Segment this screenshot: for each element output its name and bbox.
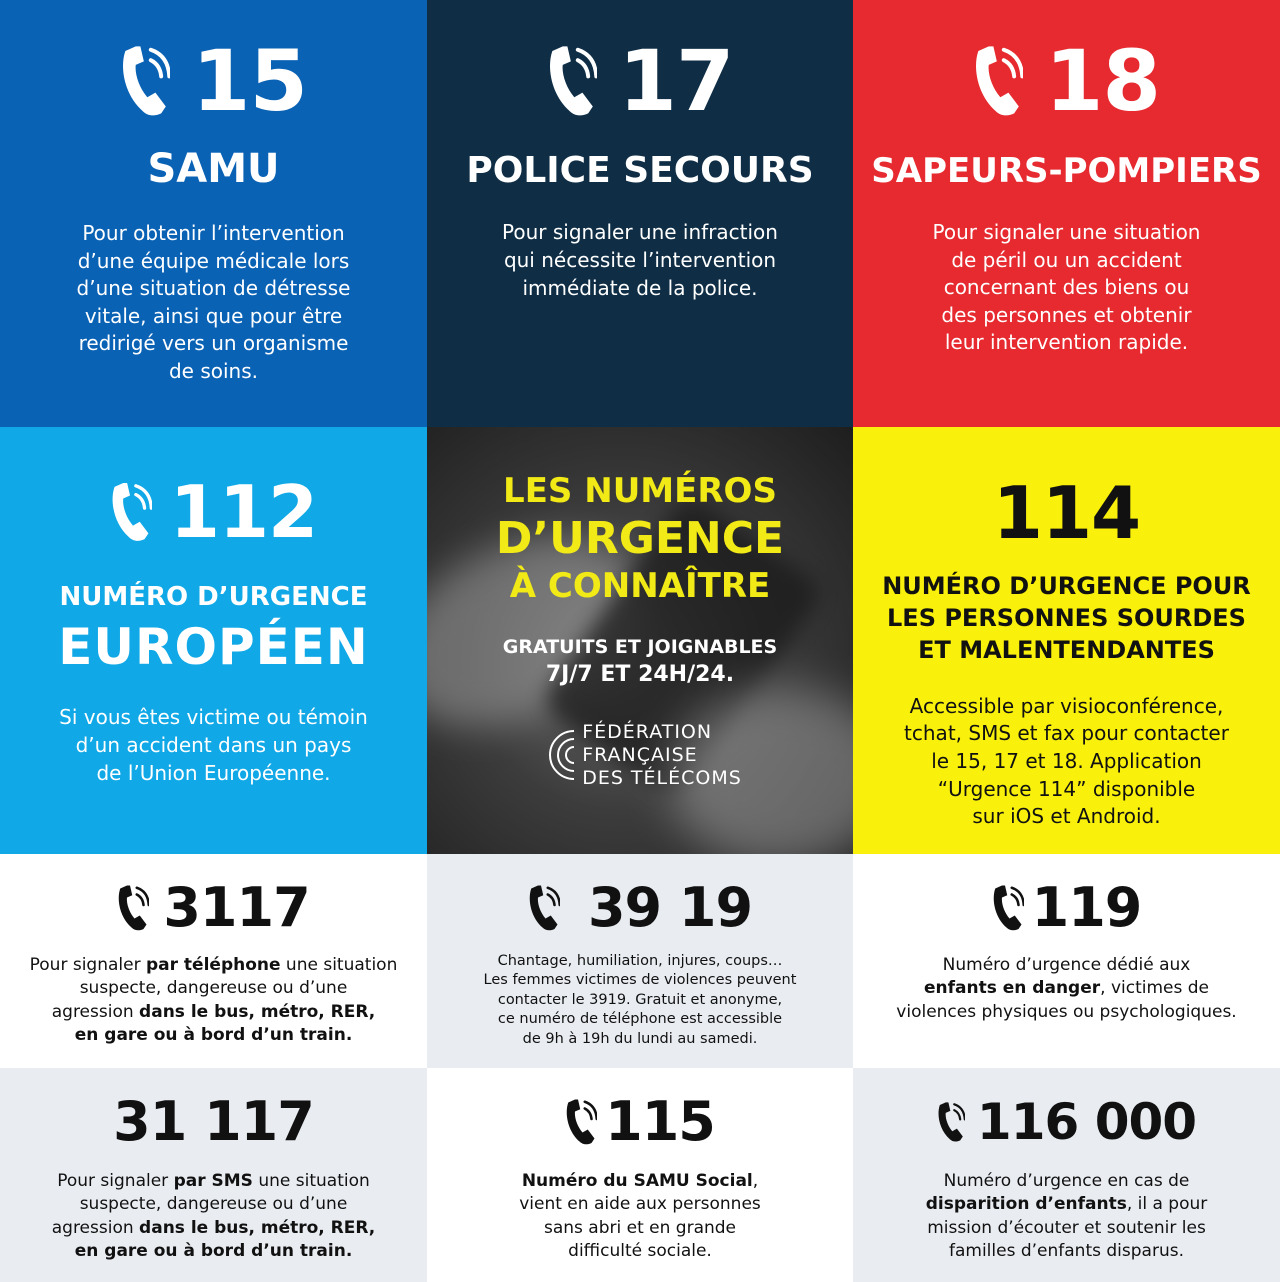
tile-116000 (853, 1068, 1280, 1282)
phone-icon (937, 1101, 965, 1143)
fft-logo: FÉDÉRATION FRANÇAISE DES TÉLÉCOMS (427, 721, 853, 789)
center-subtitle: GRATUITS ET JOIGNABLES 7J/7 ET 24H/24. (502, 635, 778, 688)
title-europe-small: NUMÉRO D’URGENCE (59, 582, 368, 612)
number-115[interactable]: 115 (605, 1090, 715, 1153)
phone-icon (528, 884, 560, 932)
tile-samu (0, 0, 427, 427)
tile-pompiers (853, 0, 1280, 427)
number-116000[interactable]: 116 000 (976, 1093, 1197, 1151)
title-pompiers: SAPEURS-POMPIERS (871, 151, 1262, 191)
tile-europe (0, 427, 427, 854)
title-police: POLICE SECOURS (466, 150, 814, 191)
desc-116000: Numéro d’urgence en cas de disparition d’enfants, il a pour mission d’écouter et soutenir les familles d’enfants disparus. (925, 1171, 1208, 1262)
tile-3117 (0, 854, 427, 1068)
fft-logo-arcs-icon (538, 725, 578, 785)
tile-115 (427, 1068, 853, 1282)
tile-3919 (427, 854, 853, 1068)
number-114[interactable]: 114 (992, 471, 1141, 555)
phone-icon (120, 44, 170, 118)
number-3117[interactable]: 3117 (163, 876, 310, 939)
desc-sourds: Accessible par visioconférence, tchat, SMS et fax pour contacter le 15, 17 et 18. Application “Urgence 114” disponible sur iOS et Android. (904, 693, 1229, 829)
phone-icon (547, 44, 597, 118)
desc-3919: Chantage, humiliation, injures, coups… Les femmes victimes de violences peuvent contacter le 3919. Gratuit et anonyme, ce numéro de téléphone est accessible de 9h à 19h du lundi au samedi. (483, 953, 797, 1047)
desc-police: Pour signaler une infraction qui nécessite l’intervention immédiate de la police. (502, 220, 778, 300)
phone-icon (110, 481, 152, 543)
number-18[interactable]: 18 (1045, 32, 1160, 130)
tile-119 (853, 854, 1280, 1068)
desc-europe: Si vous êtes victime ou témoin d’un accident dans un pays de l’Union Européenne. (59, 705, 368, 785)
phone-icon (992, 884, 1024, 932)
desc-31117: Pour signaler par SMS une situation suspecte, dangereuse ou d’une agression dans le bus, métro, RER, en gare ou à bord d’un train. (51, 1171, 376, 1262)
number-119[interactable]: 119 (1031, 876, 1142, 939)
tile-31117 (0, 1068, 427, 1282)
number-112[interactable]: 112 (169, 470, 318, 554)
title-sourds: NUMÉRO D’URGENCE POUR LES PERSONNES SOURDES ET MALENTENDANTES (882, 572, 1251, 664)
title-europe-big: EUROPÉEN (58, 617, 369, 676)
number-31117[interactable]: 31 117 (113, 1090, 314, 1153)
title-samu: SAMU (147, 146, 280, 192)
tile-center-photo (427, 427, 853, 854)
desc-119: Numéro d’urgence dédié aux enfants en danger, victimes de violences physiques ou psychologiques. (896, 955, 1237, 1022)
desc-3117: Pour signaler par téléphone une situation suspecte, dangereuse ou d’une agression dans le bus, métro, RER, en gare ou à bord d’un train. (29, 955, 398, 1046)
phone-icon (565, 1098, 597, 1146)
desc-samu: Pour obtenir l’intervention d’une équipe médicale lors d’une situation de détresse vitale, ainsi que pour être redirigé vers un organisme de soins. (76, 221, 351, 383)
number-3919[interactable]: 39 19 (587, 876, 753, 939)
number-15[interactable]: 15 (192, 32, 307, 130)
phone-icon (973, 44, 1023, 118)
tile-police (427, 0, 853, 427)
tile-sourds (853, 427, 1280, 854)
desc-115: Numéro du SAMU Social, vient en aide aux personnes sans abri et en grande difficulté sociale. (519, 1171, 761, 1262)
number-17[interactable]: 17 (618, 32, 734, 130)
phone-icon (117, 884, 149, 932)
center-title: LES NUMÉROS D’URGENCE À CONNAÎTRE (495, 471, 785, 607)
desc-pompiers: Pour signaler une situation de péril ou un accident concernant des biens ou des personnes et obtenir leur intervention rapide. (932, 220, 1201, 355)
